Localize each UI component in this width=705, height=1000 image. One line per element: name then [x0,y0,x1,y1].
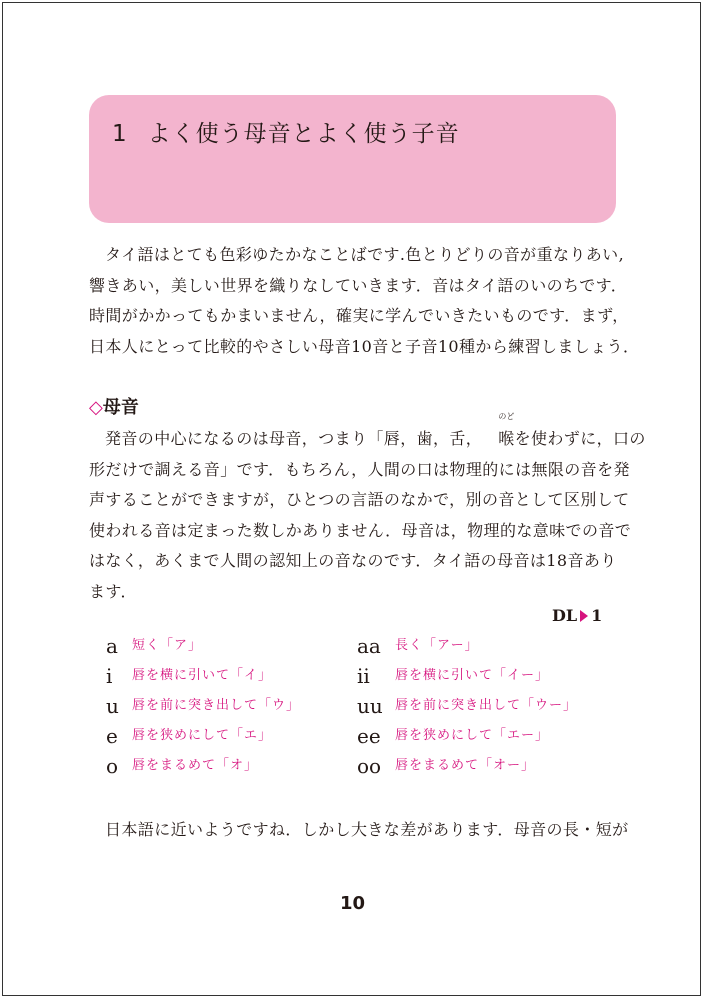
intro-paragraph [89,240,640,362]
chapter-number: 1 [112,121,128,147]
vowel-row [0,632,705,662]
short-vowel-description: 唇を前に突き出して「ウ」 [132,698,301,713]
closing-paragraph [89,815,629,846]
audio-download-label [552,606,602,625]
text-line: ます． [89,581,137,601]
ruby-reading: のど [498,412,515,421]
vowel-paragraph [89,412,646,607]
text-line: 声することができますが，ひとつの言語のなかで，別の音として区別して [89,490,630,509]
long-vowel-description: 唇を狭めにして「エー」 [395,728,550,743]
diamond-icon: ◇ [89,397,103,418]
play-triangle-icon [580,610,588,622]
vowel-row [0,662,705,692]
text-line: はなく，あくまで人間の認知上の音なのです．タイ語の母音は18音あり [89,551,617,570]
long-vowel-description: 唇を前に突き出して「ウー」 [395,698,578,713]
text-span: 発音の中心になるのは母音，つまり「唇，歯，舌， [105,429,483,448]
chapter-title-text: よく使う母音とよく使う子音 [147,121,460,147]
short-vowel-description: 唇を横に引いて「イ」 [132,668,273,683]
short-vowel: i [106,664,113,688]
long-vowel: aa [357,634,381,658]
short-vowel: u [106,694,119,718]
text-span: を使わずに，口の [514,429,646,448]
text-line: 使われる音は定まった数しかありません．母音は，物理的な意味での音で [89,520,632,540]
text-line: 時間がかかってもかまいません，確実に学んでいきたいものです．まず， [89,306,629,325]
vowel-row [0,722,705,752]
vowel-row [0,692,705,722]
section-heading-vowels [89,393,139,419]
section-title: 母音 [102,397,139,418]
vowel-row [0,752,705,782]
text-line: タイ語はとても色彩ゆたかなことばです.色とりどりの音が重なりあい, [105,245,625,264]
ruby-base: 喉 [498,429,515,448]
short-vowel-description: 短く「ア」 [132,638,203,653]
audio-track-number: 1 [591,606,603,625]
long-vowel-description: 唇を横に引いて「イー」 [395,668,550,683]
short-vowel: a [106,634,118,658]
long-vowel: ee [357,724,381,748]
audio-prefix: DL [552,606,578,625]
long-vowel: oo [357,754,382,778]
short-vowel: e [106,724,118,748]
text-line: 日本人にとって比較的やさしい母音10音と子音10種から練習しましょう． [89,336,640,356]
text-line: 日本語に近いようですね．しかし大きな差があります．母音の長・短が [105,820,629,839]
chapter-header [89,95,616,223]
text-line [89,412,646,455]
long-vowel: uu [357,694,383,718]
short-vowel-description: 唇をまるめて「オ」 [132,758,259,773]
long-vowel: ii [357,664,370,688]
text-line: 形だけで調える音」です．もちろん，人間の口は物理的には無限の音を発 [89,459,630,479]
text-line: 響きあい，美しい世界を織りなしていきます．音はタイ語のいのちです． [89,275,628,295]
chapter-title [112,115,460,148]
ruby-word [482,412,515,455]
long-vowel-description: 長く「アー」 [395,638,479,653]
page-number: 10 [339,893,366,914]
long-vowel-description: 唇をまるめて「オー」 [395,758,536,773]
short-vowel: o [106,754,119,778]
short-vowel-description: 唇を狭めにして「エ」 [132,728,273,743]
